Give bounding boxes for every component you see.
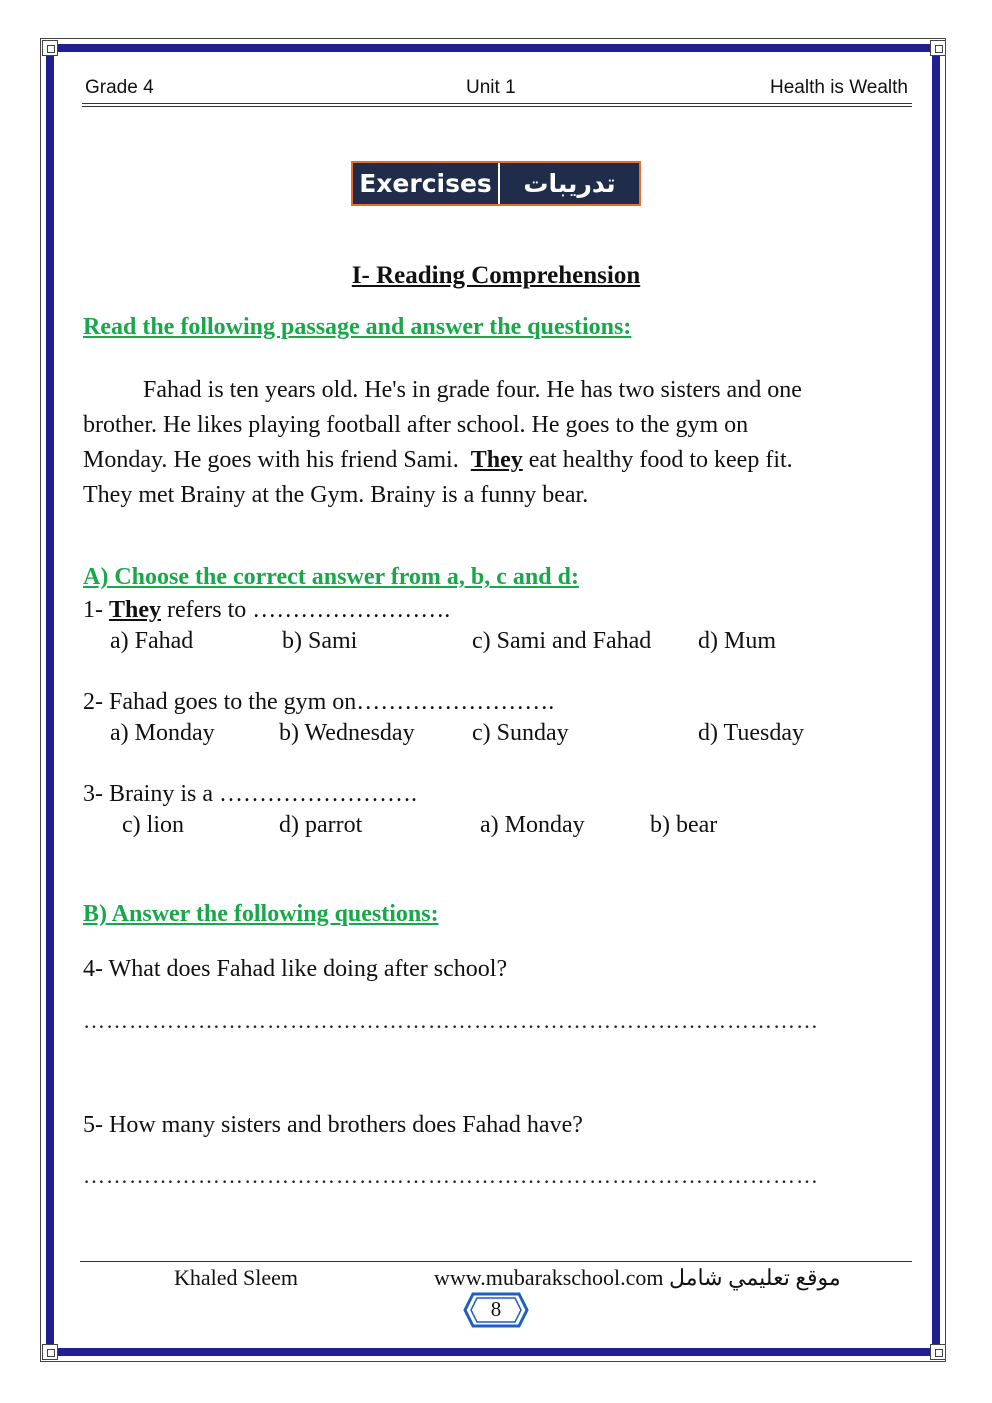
part-b-heading: B) Answer the following questions:	[83, 901, 439, 927]
footer-website[interactable]: www.mubarakschool.com موقع تعليمي شامل	[434, 1265, 841, 1290]
passage-line-3	[83, 443, 913, 478]
answer-line-4[interactable]: ……………………………………………………………………………………	[83, 1008, 819, 1033]
q1-option-b[interactable]: b) Sami	[282, 628, 358, 654]
frame-corner-bottom-left	[42, 1344, 58, 1360]
header-unit: Unit 1	[466, 77, 516, 98]
passage-line-1: Fahad is ten years old. He's in grade four. He has two sisters and one	[143, 377, 802, 403]
q1-emphasis: They	[109, 597, 162, 623]
banner-arabic: تدريبات	[523, 169, 616, 198]
section-title: I- Reading Comprehension	[351, 262, 641, 289]
question-1	[83, 593, 450, 628]
footer-author: Khaled Sleem	[174, 1265, 299, 1290]
passage-line-3-end: eat healthy food to keep fit.	[522, 447, 793, 473]
frame-corner-top-left	[42, 40, 58, 56]
answer-line-5[interactable]: ……………………………………………………………………………………	[83, 1163, 819, 1188]
passage-line-3-start: Monday. He goes with his friend Sami.	[83, 447, 471, 473]
header-divider-second	[82, 106, 912, 107]
q2-option-d[interactable]: d) Tuesday	[698, 720, 805, 746]
q2-option-a[interactable]: a) Monday	[110, 720, 215, 746]
header-grade: Grade 4	[85, 77, 154, 98]
page-number: 8	[490, 1297, 502, 1321]
header-topic: Health is Wealth	[770, 77, 908, 98]
q3-option-d[interactable]: d) parrot	[279, 812, 363, 838]
q1-option-c[interactable]: c) Sami and Fahad	[472, 628, 652, 654]
exercises-banner	[351, 161, 641, 206]
q1-option-d[interactable]: d) Mum	[698, 628, 776, 654]
frame-corner-top-right	[930, 40, 946, 56]
header-divider	[82, 103, 912, 104]
q1-prefix: 1-	[83, 597, 109, 623]
q1-option-a[interactable]: a) Fahad	[110, 628, 194, 654]
question-5: 5- How many sisters and brothers does Fahad have?	[83, 1112, 583, 1138]
passage-line-4: They met Brainy at the Gym. Brainy is a funny bear.	[83, 482, 589, 508]
instruction-heading: Read the following passage and answer the questions:	[83, 314, 632, 340]
page-number-badge	[463, 1292, 529, 1328]
passage-line-2: brother. He likes playing football after school. He goes to the gym on	[83, 412, 749, 438]
q2-option-c[interactable]: c) Sunday	[472, 720, 569, 746]
q3-option-b[interactable]: b) bear	[650, 812, 718, 838]
question-2: 2- Fahad goes to the gym on…………………….	[83, 689, 555, 715]
q3-option-a[interactable]: a) Monday	[480, 812, 585, 838]
question-3: 3- Brainy is a …………………….	[83, 781, 417, 807]
q3-option-c[interactable]: c) lion	[122, 812, 184, 838]
q1-suffix: refers to …………………….	[161, 597, 451, 623]
footer-divider	[80, 1261, 912, 1262]
frame-corner-bottom-right	[930, 1344, 946, 1360]
question-4: 4- What does Fahad like doing after school?	[83, 956, 508, 982]
q2-option-b[interactable]: b) Wednesday	[279, 720, 415, 746]
passage	[83, 373, 913, 513]
part-a-heading: A) Choose the correct answer from a, b, c and d:	[83, 564, 579, 590]
passage-emphasis-they: They	[470, 447, 523, 473]
banner-english: Exercises	[353, 163, 500, 204]
